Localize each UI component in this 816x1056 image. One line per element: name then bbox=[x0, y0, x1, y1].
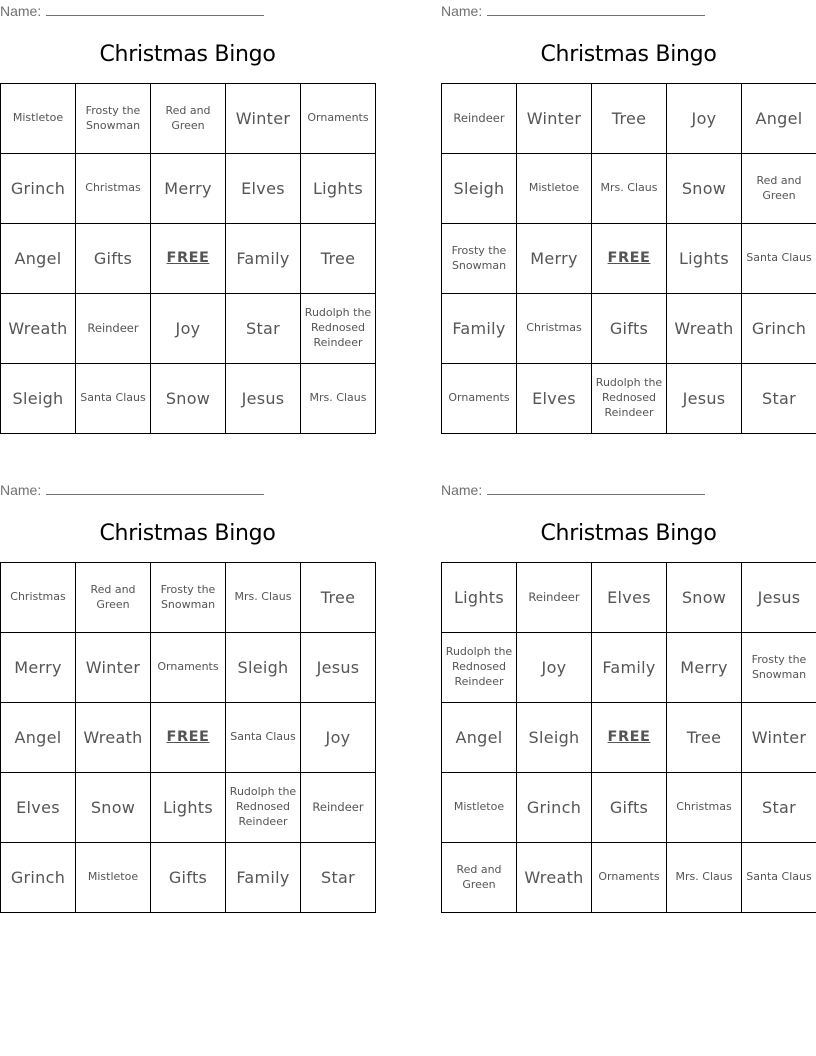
bingo-cell: Christmas bbox=[76, 154, 150, 223]
name-field bbox=[0, 482, 264, 498]
free-space-cell: FREE bbox=[151, 224, 225, 293]
bingo-cell: Gifts bbox=[592, 773, 666, 842]
bingo-cell: Reindeer bbox=[301, 773, 375, 842]
bingo-cell: Red and Green bbox=[742, 154, 816, 223]
bingo-cell: Gifts bbox=[151, 843, 225, 912]
bingo-cell: Santa Claus bbox=[226, 703, 300, 772]
bingo-cell: Sleigh bbox=[517, 703, 591, 772]
card-title: Christmas Bingo bbox=[99, 521, 276, 546]
bingo-cell: Joy bbox=[151, 294, 225, 363]
bingo-cell: Ornaments bbox=[442, 364, 516, 433]
bingo-grid bbox=[441, 562, 816, 913]
bingo-cell: Ornaments bbox=[592, 843, 666, 912]
bingo-cell: Mistletoe bbox=[442, 773, 516, 842]
bingo-cell: Angel bbox=[742, 84, 816, 153]
bingo-cell: Santa Claus bbox=[76, 364, 150, 433]
name-label: Name: bbox=[441, 482, 483, 498]
name-underline bbox=[46, 482, 264, 495]
name-field bbox=[441, 3, 705, 19]
bingo-cell: Joy bbox=[517, 633, 591, 702]
bingo-cell: Red and Green bbox=[442, 843, 516, 912]
bingo-card-1 bbox=[0, 0, 375, 435]
bingo-cell: Red and Green bbox=[151, 84, 225, 153]
bingo-cell: Family bbox=[226, 224, 300, 293]
bingo-cell: Elves bbox=[592, 563, 666, 632]
bingo-cell: Star bbox=[301, 843, 375, 912]
bingo-grid bbox=[441, 83, 816, 434]
bingo-cell: Elves bbox=[517, 364, 591, 433]
bingo-cell: Grinch bbox=[1, 154, 75, 223]
bingo-cell: Sleigh bbox=[442, 154, 516, 223]
bingo-cell: Rudolph the Rednosed Reindeer bbox=[592, 364, 666, 433]
card-title: Christmas Bingo bbox=[540, 521, 717, 546]
bingo-cell: Merry bbox=[517, 224, 591, 293]
bingo-cell: Mrs. Claus bbox=[301, 364, 375, 433]
name-field bbox=[0, 3, 264, 19]
bingo-cell: Winter bbox=[76, 633, 150, 702]
bingo-cell: Sleigh bbox=[1, 364, 75, 433]
name-underline bbox=[46, 3, 264, 16]
card-title: Christmas Bingo bbox=[99, 42, 276, 67]
bingo-cell: Snow bbox=[151, 364, 225, 433]
bingo-cell: Tree bbox=[592, 84, 666, 153]
bingo-cell: Merry bbox=[667, 633, 741, 702]
bingo-cell: Mistletoe bbox=[517, 154, 591, 223]
bingo-cell: Jesus bbox=[742, 563, 816, 632]
bingo-cell: Angel bbox=[442, 703, 516, 772]
bingo-cell: Frosty the Snowman bbox=[742, 633, 816, 702]
bingo-cell: Star bbox=[742, 773, 816, 842]
bingo-cell: Grinch bbox=[1, 843, 75, 912]
bingo-cell: Ornaments bbox=[151, 633, 225, 702]
bingo-cell: Grinch bbox=[517, 773, 591, 842]
bingo-cell: Jesus bbox=[301, 633, 375, 702]
name-underline bbox=[487, 3, 705, 16]
bingo-cell: Snow bbox=[667, 563, 741, 632]
bingo-cell: Santa Claus bbox=[742, 224, 816, 293]
bingo-cell: Tree bbox=[667, 703, 741, 772]
bingo-cell: Rudolph the Rednosed Reindeer bbox=[226, 773, 300, 842]
bingo-cell: Winter bbox=[742, 703, 816, 772]
bingo-cell: Angel bbox=[1, 703, 75, 772]
bingo-cell: Mrs. Claus bbox=[592, 154, 666, 223]
bingo-cell: Wreath bbox=[76, 703, 150, 772]
bingo-cell: Christmas bbox=[517, 294, 591, 363]
bingo-card-4 bbox=[441, 479, 816, 914]
bingo-cell: Snow bbox=[76, 773, 150, 842]
bingo-cell: Lights bbox=[151, 773, 225, 842]
bingo-cell: Merry bbox=[151, 154, 225, 223]
name-field bbox=[441, 482, 705, 498]
free-space-cell: FREE bbox=[151, 703, 225, 772]
bingo-cell: Lights bbox=[442, 563, 516, 632]
free-space-cell: FREE bbox=[592, 703, 666, 772]
bingo-cell: Star bbox=[226, 294, 300, 363]
bingo-cell: Reindeer bbox=[76, 294, 150, 363]
bingo-cell: Ornaments bbox=[301, 84, 375, 153]
bingo-cell: Winter bbox=[517, 84, 591, 153]
bingo-cell: Christmas bbox=[667, 773, 741, 842]
bingo-cell: Winter bbox=[226, 84, 300, 153]
bingo-cell: Joy bbox=[667, 84, 741, 153]
bingo-cell: Frosty the Snowman bbox=[442, 224, 516, 293]
bingo-cell: Wreath bbox=[1, 294, 75, 363]
bingo-cell: Star bbox=[742, 364, 816, 433]
bingo-cell: Family bbox=[226, 843, 300, 912]
bingo-cell: Family bbox=[592, 633, 666, 702]
bingo-cell: Santa Claus bbox=[742, 843, 816, 912]
bingo-cell: Wreath bbox=[667, 294, 741, 363]
bingo-cell: Elves bbox=[1, 773, 75, 842]
bingo-cell: Red and Green bbox=[76, 563, 150, 632]
bingo-cell: Wreath bbox=[517, 843, 591, 912]
name-underline bbox=[487, 482, 705, 495]
bingo-cell: Frosty the Snowman bbox=[151, 563, 225, 632]
bingo-cell: Tree bbox=[301, 563, 375, 632]
bingo-cell: Frosty the Snowman bbox=[76, 84, 150, 153]
name-label: Name: bbox=[441, 3, 483, 19]
bingo-cell: Grinch bbox=[742, 294, 816, 363]
bingo-cell: Lights bbox=[301, 154, 375, 223]
bingo-cell: Lights bbox=[667, 224, 741, 293]
card-title: Christmas Bingo bbox=[540, 42, 717, 67]
bingo-cell: Reindeer bbox=[517, 563, 591, 632]
bingo-cell: Family bbox=[442, 294, 516, 363]
bingo-cell: Mistletoe bbox=[76, 843, 150, 912]
bingo-cell: Angel bbox=[1, 224, 75, 293]
name-label: Name: bbox=[0, 3, 42, 19]
bingo-cell: Tree bbox=[301, 224, 375, 293]
bingo-cell: Snow bbox=[667, 154, 741, 223]
bingo-card-2 bbox=[441, 0, 816, 435]
bingo-cell: Joy bbox=[301, 703, 375, 772]
bingo-cell: Rudolph the Rednosed Reindeer bbox=[301, 294, 375, 363]
bingo-cell: Jesus bbox=[667, 364, 741, 433]
bingo-cell: Gifts bbox=[76, 224, 150, 293]
name-label: Name: bbox=[0, 482, 42, 498]
bingo-cell: Elves bbox=[226, 154, 300, 223]
bingo-cell: Merry bbox=[1, 633, 75, 702]
bingo-grid bbox=[0, 562, 376, 913]
bingo-cell: Mrs. Claus bbox=[226, 563, 300, 632]
bingo-cell: Reindeer bbox=[442, 84, 516, 153]
bingo-cell: Sleigh bbox=[226, 633, 300, 702]
bingo-grid bbox=[0, 83, 376, 434]
free-space-cell: FREE bbox=[592, 224, 666, 293]
bingo-cell: Rudolph the Rednosed Reindeer bbox=[442, 633, 516, 702]
bingo-cell: Jesus bbox=[226, 364, 300, 433]
bingo-cell: Christmas bbox=[1, 563, 75, 632]
bingo-cell: Gifts bbox=[592, 294, 666, 363]
bingo-card-3 bbox=[0, 479, 375, 914]
bingo-cell: Mistletoe bbox=[1, 84, 75, 153]
bingo-cell: Mrs. Claus bbox=[667, 843, 741, 912]
